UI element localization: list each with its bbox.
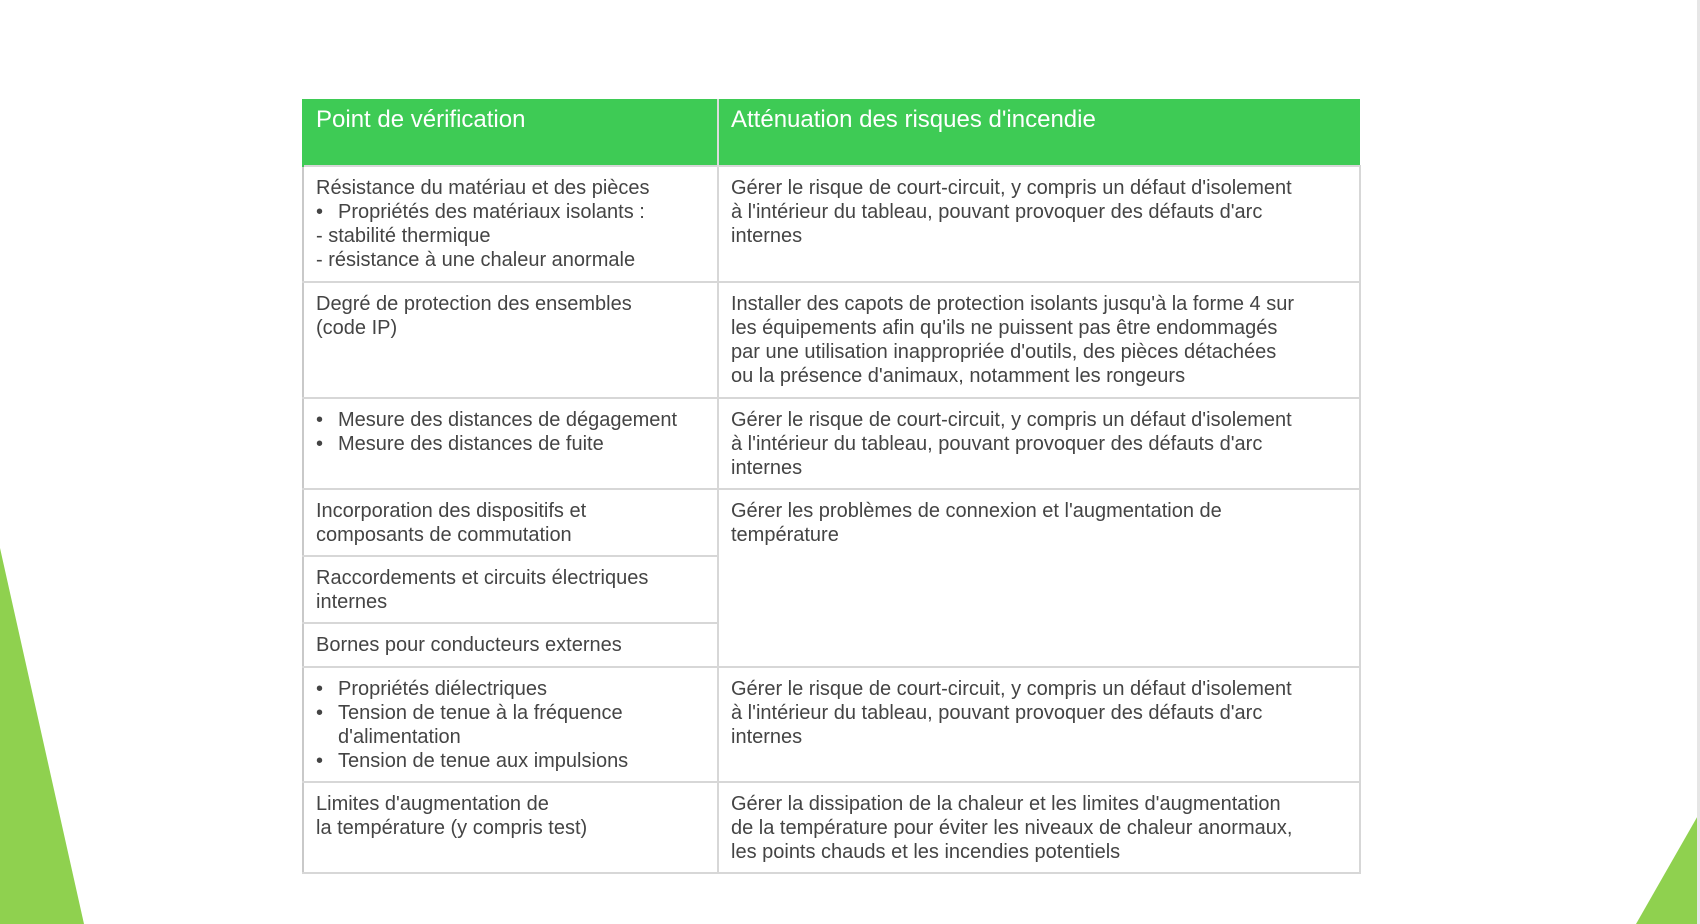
left-green-triangle <box>0 548 84 924</box>
cell-text: par une utilisation inappropriée d'outils, des pièces détachées <box>731 341 1277 363</box>
cell-text: Limites d'augmentation de <box>316 793 549 815</box>
cell-text: à l'intérieur du tableau, pouvant provoquer des défauts d'arc <box>731 201 1263 223</box>
check-cell <box>303 623 718 667</box>
mitigation-cell <box>718 667 1360 782</box>
table-row <box>303 667 1360 782</box>
fire-risk-table <box>302 99 1361 874</box>
cell-text: composants de commutation <box>316 524 572 546</box>
table-row <box>303 489 1360 556</box>
table-row <box>303 166 1360 282</box>
cell-text: à l'intérieur du tableau, pouvant provoquer des défauts d'arc <box>731 702 1263 724</box>
cell-text: Résistance du matériau et des pièces <box>316 177 650 199</box>
bullet-item: • Propriétés diélectriques <box>316 677 707 701</box>
check-cell <box>303 398 718 489</box>
bullet-item: • Tension de tenue aux impulsions <box>316 749 707 773</box>
mitigation-cell <box>718 166 1360 282</box>
dash-item: - stabilité thermique <box>316 225 491 247</box>
cell-text: Bornes pour conducteurs externes <box>316 634 622 656</box>
cell-text: les équipements afin qu'ils ne puissent pas être endommagés <box>731 317 1278 339</box>
table-row <box>303 398 1360 489</box>
table-header-row <box>303 99 1360 166</box>
cell-text: Gérer les problèmes de connexion et l'augmentation de <box>731 500 1222 522</box>
mitigation-cell <box>718 782 1360 873</box>
cell-text: internes <box>731 225 803 247</box>
mitigation-cell <box>718 398 1360 489</box>
cell-text: ou la présence d'animaux, notamment les rongeurs <box>731 365 1186 387</box>
cell-text: les points chauds et les incendies potentiels <box>731 841 1121 863</box>
header-mitigation: Atténuation des risques d'incendie <box>718 99 1360 166</box>
cell-text: Gérer le risque de court-circuit, y compris un défaut d'isolement <box>731 409 1292 431</box>
table-row <box>303 782 1360 873</box>
cell-text: Gérer le risque de court-circuit, y compris un défaut d'isolement <box>731 177 1292 199</box>
cell-text: (code IP) <box>316 317 398 339</box>
dash-item: - résistance à une chaleur anormale <box>316 249 636 271</box>
header-check-point: Point de vérification <box>303 99 718 166</box>
bullet-item: • Propriétés des matériaux isolants : <box>316 200 707 224</box>
bullet-item: • Tension de tenue à la fréquence d'alimentation <box>316 701 707 749</box>
cell-text: température <box>731 524 839 546</box>
cell-text: de la température pour éviter les niveaux de chaleur anormaux, <box>731 817 1293 839</box>
cell-text: internes <box>731 726 803 748</box>
cell-text: à l'intérieur du tableau, pouvant provoquer des défauts d'arc <box>731 433 1263 455</box>
bullet-item: • Mesure des distances de fuite <box>316 432 707 456</box>
check-cell <box>303 556 718 623</box>
table-row <box>303 282 1360 398</box>
check-cell <box>303 282 718 398</box>
right-green-triangle <box>1636 812 1700 924</box>
cell-text: Gérer le risque de court-circuit, y compris un défaut d'isolement <box>731 678 1292 700</box>
cell-text: Gérer la dissipation de la chaleur et les limites d'augmentation <box>731 793 1281 815</box>
cell-text: Raccordements et circuits électriques <box>316 567 649 589</box>
mitigation-cell <box>718 489 1360 667</box>
check-cell <box>303 489 718 556</box>
bullet-item: • Mesure des distances de dégagement <box>316 408 707 432</box>
cell-text: Incorporation des dispositifs et <box>316 500 587 522</box>
cell-text: Degré de protection des ensembles <box>316 293 632 315</box>
cell-text: la température (y compris test) <box>316 817 588 839</box>
cell-text: Installer des capots de protection isolants jusqu'à la forme 4 sur <box>731 293 1295 315</box>
check-cell <box>303 166 718 282</box>
cell-text: internes <box>731 457 803 479</box>
cell-text: internes <box>316 591 388 613</box>
check-cell <box>303 782 718 873</box>
mitigation-cell <box>718 282 1360 398</box>
check-cell <box>303 667 718 782</box>
